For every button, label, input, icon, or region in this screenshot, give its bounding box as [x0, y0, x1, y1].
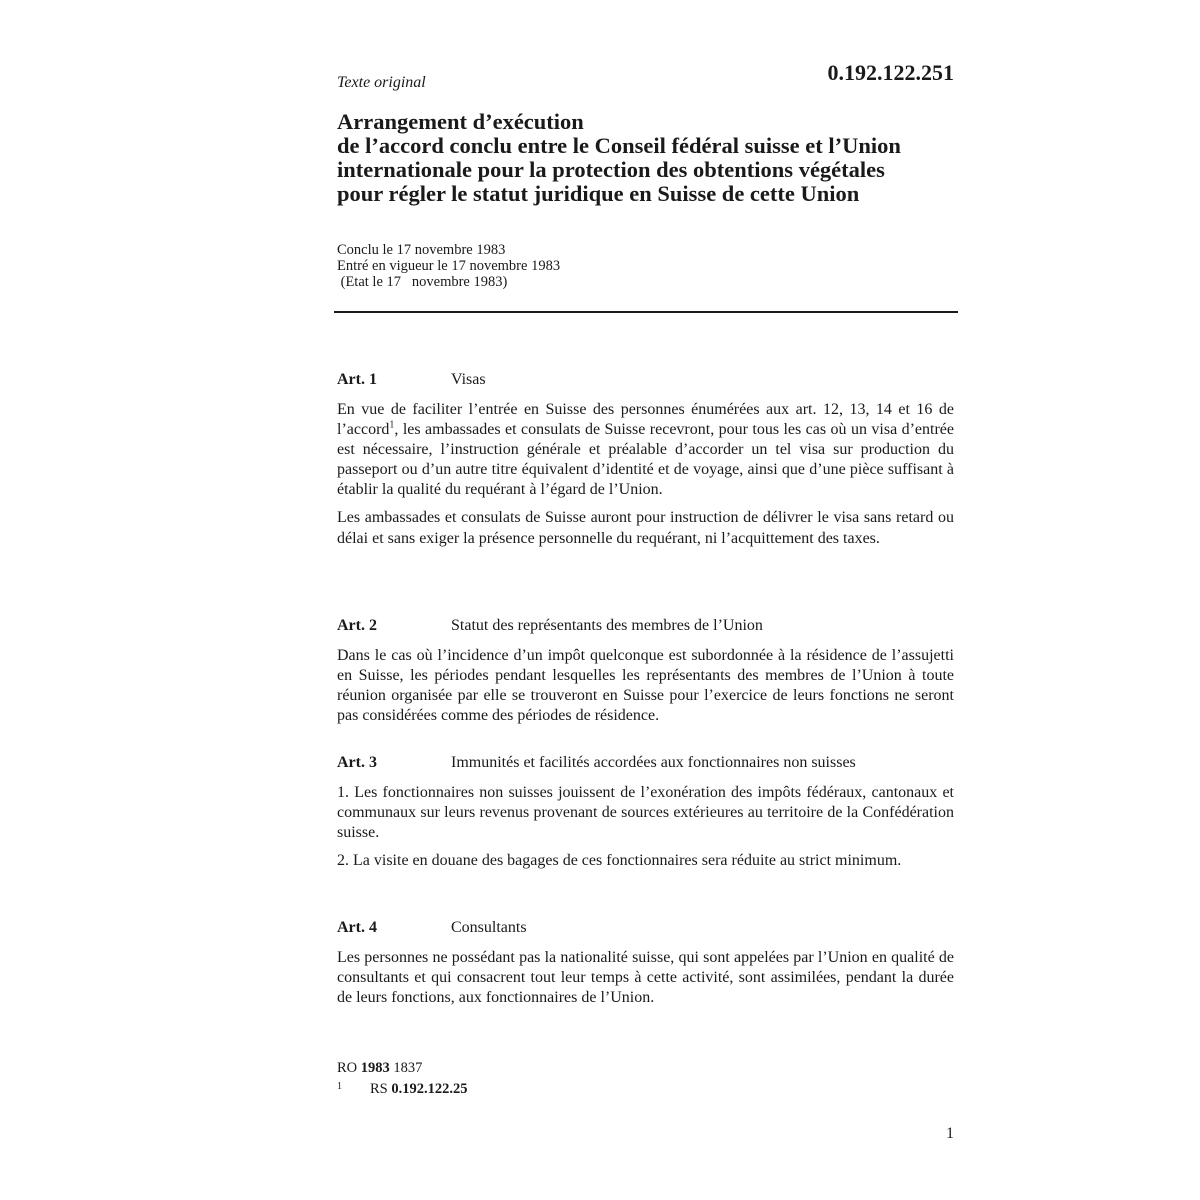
article-number: Art. 2 — [337, 617, 377, 634]
footnote-text — [370, 1080, 468, 1098]
article-title: Immunités et facilités accordées aux fonctionnaires non suisses — [451, 754, 856, 771]
paragraph-text: , les ambassades et consulats de Suisse recevront, pour tous les cas où un visa d’entrée est nécessaire, l’instruction générale et préalable d’accorder un tel visa sur production du passeport ou d’un autre titre équivalent d’identité et de voyage, ainsi que d’une pièce suffisant à établir la qualité du requérant à l’égard de l’Union. — [337, 421, 954, 499]
article-4 — [337, 918, 954, 1008]
header-divider — [334, 311, 958, 313]
article-number: Art. 3 — [337, 754, 377, 771]
official-compilation-reference — [337, 1059, 422, 1077]
article-heading — [337, 370, 954, 390]
article-title: Visas — [451, 371, 486, 388]
title-line-4: pour régler le statut juridique en Suisse de cette Union — [337, 181, 860, 206]
article-heading — [337, 753, 954, 773]
paragraph-text: En vue de faciliter l’entrée en Suisse des personnes énumérées aux art. 12, 13, 14 et 16 de l’accord — [337, 401, 954, 439]
entry-into-force-date: Entré en vigueur le 17 novembre 1983 — [337, 258, 561, 274]
article-paragraph: 1. Les fonctionnaires non suisses jouissent de l’exonération des impôts fédéraux, cantonaux et communaux sur leurs revenus provenant de sources extérieures au territoire de la Confédération suisse. — [337, 784, 954, 842]
ro-year: 1983 — [360, 1060, 390, 1076]
article-2 — [337, 616, 954, 726]
article-heading — [337, 616, 954, 636]
ro-page: 1837 — [393, 1060, 423, 1076]
concluded-date: Conclu le 17 novembre 1983 — [337, 242, 506, 258]
article-paragraph: Les personnes ne possédant pas la nationalité suisse, qui sont appelées par l’Union en qualité de consultants et qui consacrent tout leur temps à cette activité, sont assimilées, pendant la durée de leurs fonctions, aux fonctionnaires de l’Union. — [337, 949, 954, 1007]
article-paragraph: Les ambassades et consulats de Suisse auront pour instruction de délivrer le visa sans retard ou délai et sans exiger la présence personnelle du requérant, ni l’acquittement des taxes. — [337, 509, 954, 547]
state-date: (Etat le 17 novembre 1983) — [337, 274, 508, 290]
document-title — [337, 110, 957, 206]
article-paragraph: Dans le cas où l’incidence d’un impôt quelconque est subordonnée à la résidence de l’assujetti en Suisse, les périodes pendant lesquelles les représentants des membres de l’Union à toute réunion organisée par elle se trouveront en Suisse pour l’exercice de leurs fonctions ne seront pas considérées comme des périodes de résidence. — [337, 647, 954, 725]
article-number: Art. 4 — [337, 919, 377, 936]
article-title: Statut des représentants des membres de l’Union — [451, 617, 763, 634]
title-line-2: de l’accord conclu entre le Conseil fédéral suisse et l’Union — [337, 133, 901, 158]
title-line-1: Arrangement d’exécution — [337, 109, 584, 134]
footnote-reference-link[interactable]: 0.192.122.25 — [391, 1081, 468, 1097]
article-title: Consultants — [451, 919, 527, 936]
article-1 — [337, 370, 954, 549]
article-heading — [337, 918, 954, 938]
document-meta — [337, 242, 560, 290]
article-number: Art. 1 — [337, 371, 377, 388]
footnote-mark: 1 — [337, 1081, 342, 1092]
article-paragraph — [337, 400, 954, 500]
ro-prefix: RO — [337, 1060, 358, 1076]
footnote — [337, 1080, 468, 1098]
original-text-label: Texte original — [337, 74, 426, 91]
footnote-prefix: RS — [370, 1081, 388, 1097]
page-number: 1 — [946, 1125, 954, 1142]
sr-number: 0.192.122.251 — [827, 60, 954, 85]
title-line-3: internationale pour la protection des obtentions végétales — [337, 157, 885, 182]
footnote-reference[interactable]: 1 — [389, 419, 395, 431]
article-3 — [337, 753, 954, 871]
article-paragraph: 2. La visite en douane des bagages de ces fonctionnaires sera réduite au strict minimum. — [337, 852, 902, 870]
